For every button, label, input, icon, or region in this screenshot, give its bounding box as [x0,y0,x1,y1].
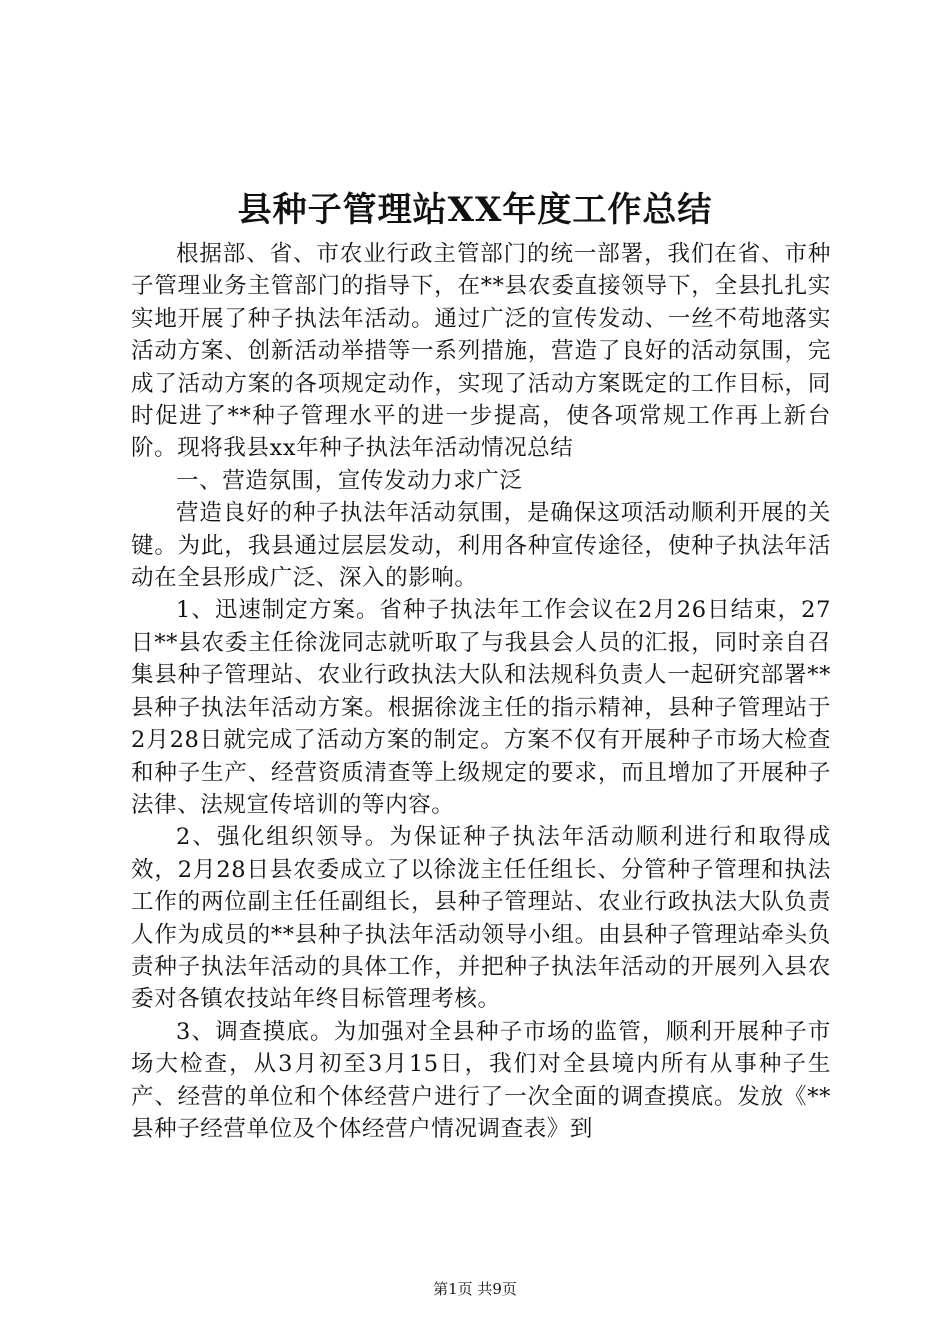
page-number-footer: 第1页 共9页 [433,1280,517,1298]
document-body [131,238,831,1145]
item-2-paragraph: 2、强化组织领导。为保证种子执法年活动顺利进行和取得成效，2月28日县农委成立了以徐泷主任任组长、分管种子管理和执法工作的两位副主任任副组长，县种子管理站、农业行政执法大队负责人作为成员的**县种子执法年活动领导小组。由县种子管理站牵头负责种子执法年活动的具体工作，并把种子执法年活动的开展列入县农委对各镇农技站年终目标管理考核。 [131,824,831,1013]
item-1-paragraph: 1、迅速制定方案。省种子执法年工作会议在2月26日结束，27日**县农委主任徐泷同志就听取了与我县会人员的汇报，同时亲自召集县种子管理站、农业行政执法大队和法规科负责人一起研究部署**县种子执法年活动方案。根据徐泷主任的指示精神，县种子管理站于2月28日就完成了活动方案的制定。方案不仅有开展种子市场大检查和种子生产、经营资质清查等上级规定的要求，而且增加了开展种子法律、法规宣传培训的等内容。 [131,597,831,818]
intro-paragraph: 根据部、省、市农业行政主管部门的统一部署，我们在省、市种子管理业务主管部门的指导下，在**县农委直接领导下，全县扎扎实实地开展了种子执法年活动。通过广泛的宣传发动、一丝不苟地落实活动方案、创新活动举措等一系列措施，营造了良好的活动氛围，完成了活动方案的各项规定动作，实现了活动方案既定的工作目标，同时促进了**种子管理水平的进一步提高，使各项常规工作再上新台阶。现将我县xx年种子执法年活动情况总结 [131,241,831,462]
section-paragraph: 营造良好的种子执法年活动氛围，是确保这项活动顺利开展的关键。为此，我县通过层层发动，利用各种宣传途径，使种子执法年活动在全县形成广泛、深入的影响。 [131,500,831,592]
section-heading: 一、营造氛围，宣传发动力求广泛 [176,467,523,494]
document-title: 县种子管理站XX年度工作总结 [237,190,713,230]
item-3-paragraph: 3、调查摸底。为加强对全县种子市场的监管，顺利开展种子市场大检查，从3月初至3月15日，我们对全县境内所有从事种子生产、经营的单位和个体经营户进行了一次全面的调查摸底。发放《**县种子经营单位及个体经营户情况调查表》到 [131,1018,831,1142]
